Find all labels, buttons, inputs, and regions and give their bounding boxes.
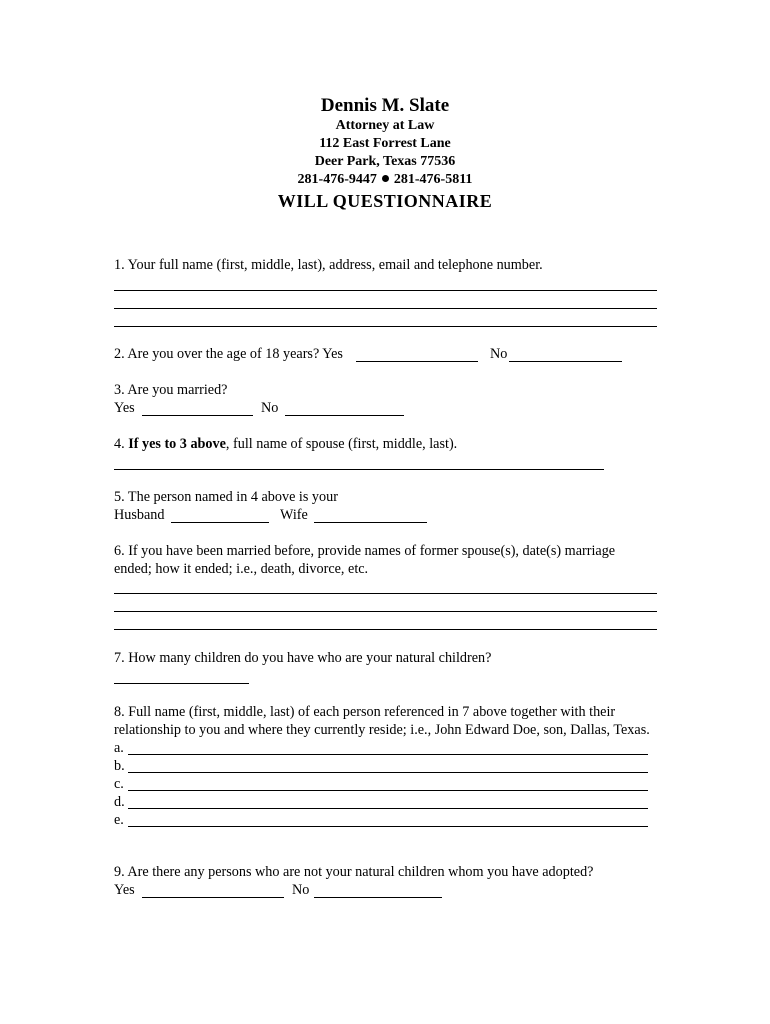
q5-wife-label: Wife <box>280 507 308 523</box>
q8-item-c-line[interactable] <box>128 790 648 791</box>
phone-2: 281-476-5811 <box>393 172 473 187</box>
q4-answer-line[interactable] <box>114 469 604 470</box>
phone-numbers <box>0 172 770 188</box>
q9-no-label: No <box>292 882 310 898</box>
question-3: 3. Are you married? <box>114 382 228 398</box>
q8-item-b-line[interactable] <box>128 772 648 773</box>
q1-answer-line-1[interactable] <box>114 290 657 291</box>
q9-yes-label: Yes <box>114 882 135 898</box>
q1-answer-line-2[interactable] <box>114 308 657 309</box>
q3-no-label: No <box>261 400 279 416</box>
q4-condition: If yes to 3 above <box>128 436 226 452</box>
q5-husband-label: Husband <box>114 507 165 523</box>
question-8-line-1: 8. Full name (first, middle, last) of each person referenced in 7 above together with their <box>114 704 616 720</box>
question-7: 7. How many children do you have who are your natural children? <box>114 650 492 666</box>
q6-answer-line-1[interactable] <box>114 593 657 594</box>
q8-item-e-line[interactable] <box>128 826 648 827</box>
q7-answer-line[interactable] <box>114 683 249 684</box>
q8-item-d-label: d. <box>114 794 125 810</box>
q3-no-blank[interactable] <box>285 415 404 416</box>
q8-item-d-line[interactable] <box>128 808 648 809</box>
bullet-icon <box>382 175 389 182</box>
q4-rest: , full name of spouse (first, middle, last). <box>225 436 458 452</box>
q9-no-blank[interactable] <box>314 897 442 898</box>
q8-item-b-label: b. <box>114 758 125 774</box>
question-5: 5. The person named in 4 above is your <box>114 489 338 505</box>
question-6-line-1: 6. If you have been married before, provide names of former spouse(s), date(s) marriage <box>114 543 616 559</box>
question-6-line-2: ended; how it ended; i.e., death, divorce, etc. <box>114 561 369 577</box>
attorney-name: Dennis M. Slate <box>320 95 450 116</box>
q8-item-a-label: a. <box>114 740 124 756</box>
question-2: 2. Are you over the age of 18 years? Yes <box>114 346 343 362</box>
q2-no-label: No <box>490 346 508 362</box>
q6-answer-line-2[interactable] <box>114 611 657 612</box>
question-8-line-2: relationship to you and where they currently reside; i.e., John Edward Doe, son, Dallas, Texas. <box>114 722 650 738</box>
q8-item-a-line[interactable] <box>128 754 648 755</box>
q4-prefix: 4. <box>114 436 129 452</box>
q9-yes-blank[interactable] <box>142 897 284 898</box>
question-4 <box>114 436 457 453</box>
q8-item-e-label: e. <box>114 812 124 828</box>
question-1: 1. Your full name (first, middle, last), address, email and telephone number. <box>114 257 543 273</box>
question-9: 9. Are there any persons who are not your natural children whom you have adopted? <box>114 864 594 880</box>
document-title: WILL QUESTIONNAIRE <box>277 191 493 211</box>
q1-answer-line-3[interactable] <box>114 326 657 327</box>
q2-no-blank[interactable] <box>509 361 622 362</box>
q3-yes-label: Yes <box>114 400 135 416</box>
street-address: 112 East Forrest Lane <box>319 136 451 151</box>
q2-yes-blank[interactable] <box>356 361 478 362</box>
q5-husband-blank[interactable] <box>171 522 269 523</box>
q6-answer-line-3[interactable] <box>114 629 657 630</box>
phone-1: 281-476-9447 <box>297 172 377 187</box>
city-state-zip: Deer Park, Texas 77536 <box>314 154 456 169</box>
q5-wife-blank[interactable] <box>314 522 427 523</box>
attorney-role: Attorney at Law <box>335 118 435 133</box>
q8-item-c-label: c. <box>114 776 124 792</box>
q3-yes-blank[interactable] <box>142 415 253 416</box>
